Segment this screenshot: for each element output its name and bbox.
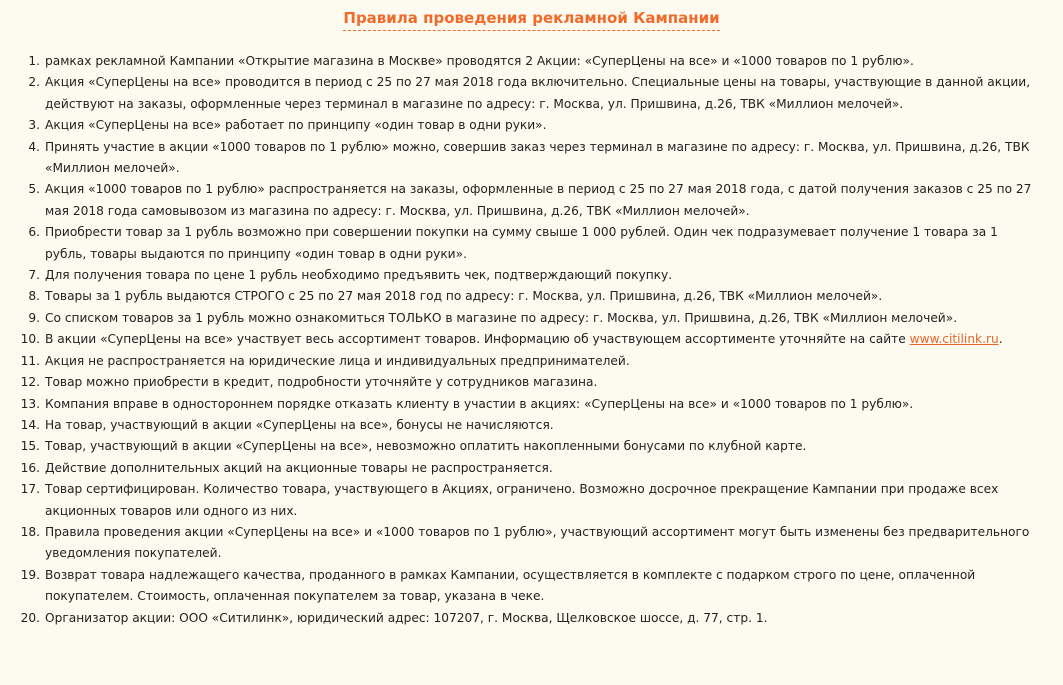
item-number: 19.: [20, 567, 40, 582]
item-text: рамках рекламной Кампании «Открытие магазина в Москве» проводятся 2 Акции: «СуперЦены на все» и «1000 товаров по 1 рублю».: [45, 54, 914, 68]
list-item: [10, 458, 1040, 479]
item-number: 2.: [28, 75, 40, 90]
item-text: Акция не распространяется на юридические лица и индивидуальных предпринимателей.: [45, 353, 630, 368]
list-item: [10, 479, 1040, 522]
item-number: 7.: [28, 268, 40, 283]
item-text: Акция «СуперЦены на все» проводится в период с 25 по 27 мая 2018 года включительно. Специальные цены на товары, участвующие в данной акции, действуют на заказы, оформленные через терминал в магазине по адресу: г. Москва, ул. Пришвина, д.26, ТВК «Миллион мелочей».: [45, 75, 1031, 111]
list-item: [10, 308, 1040, 329]
item-number: 10.: [20, 332, 40, 347]
item-text: Товар можно приобрести в кредит, подробности уточняйте у сотрудников магазина.: [45, 375, 598, 390]
list-item: [10, 415, 1040, 436]
list-item: [10, 179, 1040, 222]
item-number: 6.: [28, 225, 40, 240]
item-text: Товар, участвующий в акции «СуперЦены на все», невозможно оплатить накопленными бонусами по клубной карте.: [45, 439, 807, 454]
item-number: 1.: [28, 54, 40, 68]
item-number: 9.: [28, 310, 40, 325]
list-item: [10, 222, 1040, 265]
list-item: [10, 608, 1040, 629]
item-number: 18.: [20, 524, 40, 539]
item-text: В акции «СуперЦены на все» участвует весь ассортимент товаров. Информацию об участвующем ассортименте уточняйте на сайте: [45, 332, 910, 347]
list-item: [10, 436, 1040, 457]
item-text: Со списком товаров за 1 рубль можно ознакомиться ТОЛЬКО в магазине по адресу: г. Москва, ул. Пришвина, д.26, ТВК «Миллион мелочей».: [45, 310, 958, 325]
list-item: [10, 565, 1040, 608]
item-number: 17.: [20, 482, 40, 497]
item-text: Товары за 1 рубль выдаются СТРОГО с 25 по 27 мая 2018 год по адресу: г. Москва, ул. Пришвина, д.26, ТВК «Миллион мелочей».: [45, 289, 883, 304]
citilink-site-link[interactable]: www.citilink.ru: [909, 332, 999, 347]
item-text: Принять участие в акции «1000 товаров по 1 рублю» можно, совершив заказ через терминал в магазине по адресу: г. Москва, ул. Пришвина, д.26, ТВК «Миллион мелочей».: [45, 139, 1030, 176]
item-text: Возврат товара надлежащего качества, проданного в рамках Кампании, осуществляется в комплекте с подарком строго по цене, оплаченной покупателем. Стоимость, оплаченная покупателем за товар, указана в чеке.: [45, 567, 976, 604]
list-item: [10, 394, 1040, 415]
item-number: 5.: [28, 182, 40, 197]
item-text: Товар сертифицирован. Количество товара, участвующего в Акциях, ограничено. Возможно досрочное прекращение Кампании при продаже всех акционных товаров или одного из них.: [45, 482, 999, 518]
list-item: [10, 329, 1040, 350]
list-item: [10, 372, 1040, 393]
item-text: На товар, участвующий в акции «СуперЦены на все», бонусы не начисляются.: [45, 417, 554, 432]
item-text: Для получения товара по цене 1 рубль необходимо предъявить чек, подтверждающий покупку.: [45, 268, 673, 283]
title-container: [0, 8, 1063, 31]
list-item: [10, 351, 1040, 372]
item-text-end: .: [998, 332, 1003, 347]
item-text: Акция «1000 товаров по 1 рублю» распространяется на заказы, оформленные в период с 25 по 27 мая 2018 года, с датой получения заказов с 25 по 27 мая 2018 года самовывозом из магазина по адресу: г. Москва, ул. Пришвина, д.26, ТВК «Миллион мелочей».: [45, 182, 1032, 218]
page-title: Правила проведения рекламной Кампании: [343, 9, 719, 31]
item-text: Приобрести товар за 1 рубль возможно при совершении покупки на сумму свыше 1 000 рублей. Один чек подразумевает получение 1 товара за 1 рубль, товары выдаются по принципу «один товар в одни руки».: [45, 225, 998, 261]
item-number: 14.: [20, 417, 40, 432]
list-item: [10, 522, 1040, 565]
item-number: 13.: [20, 396, 40, 411]
list-item: [10, 115, 1040, 136]
list-item: [10, 51, 1040, 72]
item-number: 16.: [20, 460, 40, 475]
item-number: 3.: [28, 118, 40, 133]
item-text: Действие дополнительных акций на акционные товары не распространяется.: [45, 460, 553, 475]
item-number: 15.: [20, 439, 40, 454]
item-text: Правила проведения акции «СуперЦены на все» и «1000 товаров по 1 рублю», участвующий ассортимент могут быть изменены без предварительного уведомления покупателей.: [45, 524, 1030, 561]
item-number: 20.: [20, 610, 40, 625]
item-text: Организатор акции: ООО «Ситилинк», юридический адрес: 107207, г. Москва, Щелковское шоссе, д. 77, стр. 1.: [45, 610, 768, 625]
item-number: 4.: [28, 139, 40, 154]
item-number: 12.: [20, 375, 40, 390]
item-number: 8.: [28, 289, 40, 304]
rules-list: [10, 51, 1040, 629]
list-item: [10, 72, 1040, 115]
item-text: Акция «СуперЦены на все» работает по принципу «один товар в одни руки».: [45, 118, 547, 133]
item-text: Компания вправе в одностороннем порядке отказать клиенту в участии в акциях: «СуперЦены на все» и «1000 товаров по 1 рублю».: [45, 396, 914, 411]
list-item: [10, 265, 1040, 286]
list-item: [10, 137, 1040, 180]
item-number: 11.: [20, 353, 40, 368]
list-item: [10, 286, 1040, 307]
